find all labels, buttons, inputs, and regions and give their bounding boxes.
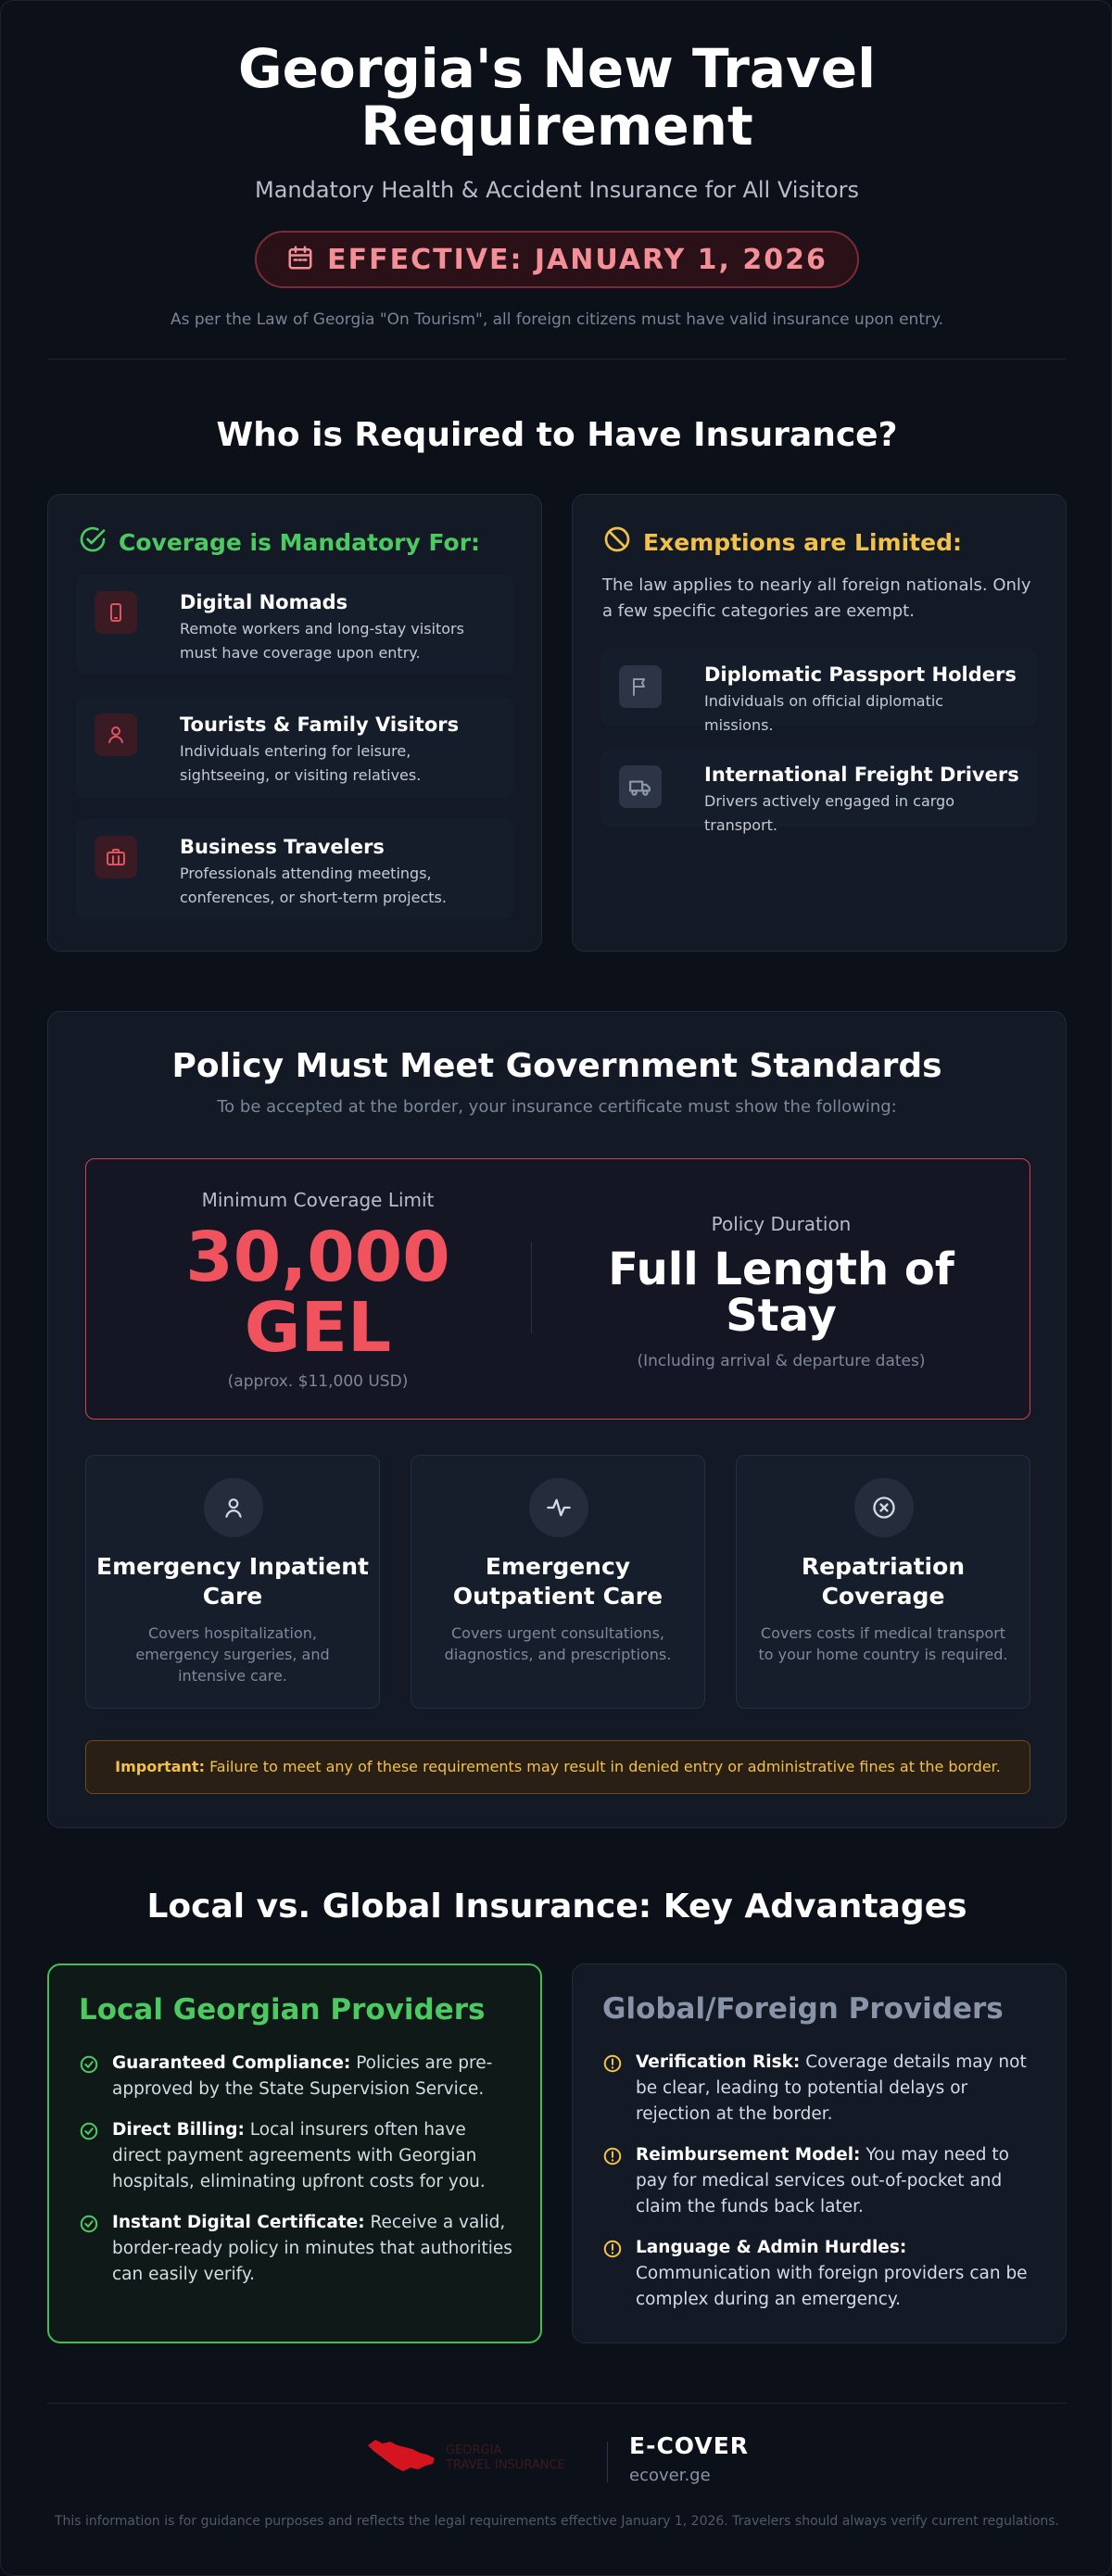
feature-desc: Covers urgent consultations, diagnostics, and prescriptions. (444, 1624, 672, 1663)
minimum-coverage (123, 1189, 512, 1391)
page-subtitle: Mandatory Health & Accident Insurance for All Visitors (254, 177, 860, 203)
standards-subtitle: To be accepted at the border, your insurance certificate must show the following: (217, 1097, 897, 1117)
pulse-icon (529, 1478, 588, 1537)
header (1, 37, 1112, 329)
alert-circle-icon (602, 2053, 623, 2128)
calendar-icon (286, 244, 314, 275)
list-item (602, 2142, 1040, 2220)
item-bold: Instant Digital Certificate: (112, 2213, 365, 2232)
limit-label: Minimum Coverage Limit (201, 1189, 435, 1211)
list-item (79, 2210, 514, 2288)
item-text (636, 2050, 1040, 2128)
georgia-map-icon (366, 2436, 438, 2481)
item-bold: Verification Risk: (636, 2052, 801, 2072)
check-circle-icon (78, 524, 107, 560)
item-body: Coverage details may not be clear, leading to potential delays or rejection at the border. (636, 2052, 1027, 2124)
check-circle-icon (79, 2054, 99, 2102)
global-providers-card (572, 1964, 1067, 2343)
list-item (602, 2235, 1040, 2313)
policy-duration (550, 1213, 1013, 1370)
item-title: Diplomatic Passport Holders (704, 663, 1017, 686)
feature-desc: Covers costs if medical transport to your home country is required. (758, 1624, 1008, 1663)
feature-desc: Covers hospitalization, emergency surgeries, and intensive care. (135, 1624, 330, 1685)
cancel-circle-icon (854, 1478, 914, 1537)
exemptions-card (572, 494, 1067, 952)
item-bold: Reimbursement Model: (636, 2145, 861, 2165)
page-title: Georgia's New Travel Requirement (237, 37, 876, 158)
logo-line-2: TRAVEL INSURANCE (446, 2458, 565, 2472)
item-text (112, 2051, 514, 2102)
item-text (112, 2210, 514, 2288)
item-body: Communication with foreign providers can be complex during an emergency. (636, 2264, 1028, 2309)
ban-icon (602, 524, 632, 560)
phone-icon (95, 591, 137, 634)
item-bold: Language & Admin Hurdles: (636, 2238, 907, 2257)
effective-date-text: EFFECTIVE: JANUARY 1, 2026 (327, 243, 828, 276)
footer-note: This information is for guidance purposes and reflects the legal requirements effective January 1, 2026. Travelers should always verify current regulations. (54, 2514, 1060, 2529)
flag-icon (619, 665, 662, 708)
item-title: Tourists & Family Visitors (180, 713, 460, 736)
check-circle-icon (79, 2121, 99, 2195)
item-text (112, 2117, 514, 2195)
list-item (76, 575, 513, 675)
exemptions-intro: The law applies to nearly all foreign nationals. Only a few specific categories are exempt. (602, 575, 1031, 621)
list-item (76, 697, 513, 797)
exemptions-heading (602, 524, 962, 560)
mandatory-card (47, 494, 542, 952)
important-notice (85, 1740, 1030, 1794)
logo-line-1: GEORGIA (446, 2443, 502, 2457)
truck-icon (619, 765, 662, 808)
duration-value: Full Length of Stay (608, 1244, 954, 1342)
item-bold: Guaranteed Compliance: (112, 2053, 351, 2073)
coverage-limit-box (85, 1158, 1030, 1420)
list-item (600, 649, 1038, 734)
standards-title: Policy Must Meet Government Standards (171, 1047, 942, 1085)
list-item (76, 819, 513, 919)
limit-value: 30,000 GEL (185, 1218, 450, 1368)
duration-label: Policy Duration (711, 1213, 852, 1235)
list-item (79, 2117, 514, 2195)
limit-note: (approx. $11,000 USD) (227, 1372, 409, 1391)
duration-note: (Including arrival & departure dates) (637, 1352, 926, 1370)
standards-panel (47, 1011, 1067, 1828)
compare-section-title: Local vs. Global Insurance: Key Advantages (146, 1888, 967, 1926)
item-body: Policies are pre-approved by the State Supervision Service. (112, 2053, 493, 2099)
item-desc: Remote workers and long-stay visitors must have coverage upon entry. (180, 620, 464, 662)
check-circle-icon (79, 2214, 99, 2288)
feature-title: Emergency Outpatient Care (452, 1553, 663, 1610)
divider (531, 1243, 532, 1333)
item-title: International Freight Drivers (704, 764, 1019, 786)
exemptions-heading-text: Exemptions are Limited: (643, 528, 962, 556)
feature-title: Repatriation Coverage (801, 1553, 966, 1610)
divider (47, 2403, 1067, 2404)
law-note: As per the Law of Georgia "On Tourism", all foreign citizens must have valid insurance upon entry. (170, 310, 944, 329)
item-title: Business Travelers (180, 836, 385, 858)
feature-card (411, 1455, 705, 1709)
briefcase-icon (95, 836, 137, 878)
item-text (636, 2235, 1040, 2313)
logo-text (446, 2443, 565, 2473)
divider (607, 2442, 608, 2482)
person-icon (95, 713, 137, 756)
item-desc: Professionals attending meetings, conferences, or short-term projects. (180, 865, 447, 906)
item-title: Digital Nomads (180, 591, 348, 613)
list-item (602, 2050, 1040, 2128)
global-heading: Global/Foreign Providers (602, 1992, 1004, 2026)
item-bold: Direct Billing: (112, 2120, 245, 2140)
item-body: Local insurers often have direct payment agreements with Georgian hospitals, eliminating upfront costs for you. (112, 2120, 486, 2191)
brand-url-link[interactable]: ecover.ge (629, 2466, 711, 2485)
mandatory-heading (78, 524, 480, 560)
important-label: Important: (115, 1758, 205, 1775)
item-text (636, 2142, 1040, 2220)
alert-circle-icon (602, 2146, 623, 2220)
item-desc: Drivers actively engaged in cargo transport. (704, 792, 954, 834)
feature-card (736, 1455, 1030, 1709)
item-desc: Individuals on official diplomatic missions. (704, 692, 944, 734)
important-text: Failure to meet any of these requirements may result in denied entry or administrative fines at the border. (209, 1758, 1001, 1775)
feature-title: Emergency Inpatient Care (96, 1553, 369, 1610)
divider (47, 359, 1067, 360)
who-section-title: Who is Required to Have Insurance? (216, 416, 898, 454)
alert-circle-icon (602, 2239, 623, 2313)
item-body: Receive a valid, border-ready policy in minutes that authorities can easily verify. (112, 2213, 512, 2284)
georgia-logo (366, 2436, 565, 2481)
list-item (600, 749, 1038, 834)
local-providers-card (47, 1964, 542, 2343)
item-body: You may need to pay for medical services out-of-pocket and claim the funds back later. (636, 2145, 1009, 2216)
item-desc: Individuals entering for leisure, sightseeing, or visiting relatives. (180, 742, 422, 784)
local-heading: Local Georgian Providers (79, 1993, 486, 2027)
mandatory-heading-text: Coverage is Mandatory For: (119, 528, 481, 556)
user-icon (204, 1478, 263, 1537)
list-item (79, 2051, 514, 2102)
effective-date-badge (255, 231, 859, 288)
feature-card (85, 1455, 380, 1709)
brand-name: E-COVER (629, 2432, 750, 2459)
